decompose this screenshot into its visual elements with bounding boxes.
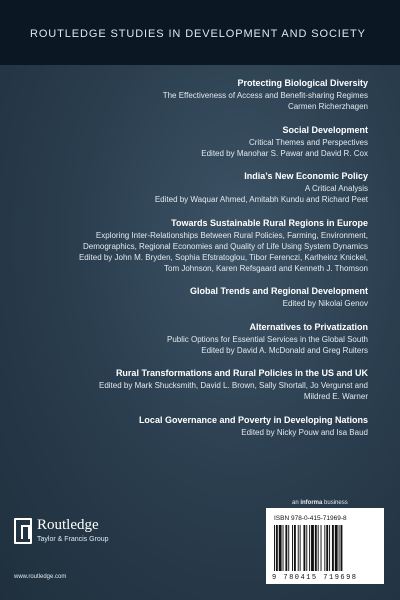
book-detail-line: The Effectiveness of Access and Benefit-sharing Regimes — [162, 91, 368, 100]
barcode-bar — [311, 525, 314, 571]
series-header-bar — [0, 0, 400, 65]
publisher-website[interactable]: www.routledge.com — [14, 574, 67, 580]
barcode-bar — [326, 525, 328, 571]
barcode-bar — [288, 525, 289, 571]
book-detail-line: Edited by Nicky Pouw and Isa Baud — [241, 427, 368, 437]
publisher-brand: Routledge — [37, 517, 99, 533]
book-detail-line: Tom Johnson, Karen Refsgaard and Kenneth J. Thomson — [164, 263, 368, 273]
barcode-panel — [266, 508, 384, 584]
informa-business-tagline: an informa business — [292, 500, 348, 506]
barcode-number: 9 780415 719698 — [272, 574, 358, 582]
book-detail-line: Edited by Mark Shucksmith, David L. Brown, Sally Shortall, Jo Vergunst and — [98, 381, 368, 390]
book-detail-line: Exploring Inter-Relationships Between Rural Policies, Farming, Environment, — [95, 230, 368, 240]
barcode-bar — [298, 525, 299, 571]
series-title: ROUTLEDGE STUDIES IN DEVELOPMENT AND SOCIETY — [30, 28, 366, 40]
book-title: Global Trends and Regional Development — [189, 286, 368, 296]
routledge-logo-icon — [14, 518, 32, 544]
barcode-bar — [300, 525, 301, 571]
barcode-bar — [306, 525, 307, 571]
book-detail-line: Edited by David A. McDonald and Greg Ruiters — [201, 345, 368, 355]
barcode-bar — [324, 525, 325, 571]
book-detail-line: Public Options for Essential Services in the Global South — [167, 334, 368, 344]
book-entry — [0, 217, 368, 274]
book-title: Alternatives to Privatization — [249, 321, 368, 332]
barcode-bar — [318, 525, 319, 571]
book-title: India’s New Economic Policy — [244, 171, 368, 181]
book-detail-line: Carmen Richerzhagen — [287, 102, 368, 111]
book-title: Local Governance and Poverty in Developing Nations — [138, 414, 368, 425]
barcode-bar — [332, 525, 334, 571]
barcode-bar — [341, 525, 343, 571]
barcode-bar — [294, 525, 296, 571]
barcode-bar — [315, 525, 317, 571]
barcode-bar — [309, 525, 310, 571]
book-title: Rural Transformations and Rural Policies in the US and UK — [115, 368, 368, 378]
book-detail-line: Edited by Manohar S. Pawar and David R. Cox — [201, 148, 368, 158]
publisher-group: Taylor & Francis Group — [37, 536, 109, 543]
book-entry — [0, 170, 368, 205]
book-list — [0, 77, 400, 449]
book-title: Towards Sustainable Rural Regions in Europe — [171, 217, 368, 228]
book-detail-line: A Critical Analysis — [304, 184, 368, 193]
book-title: Social Development — [282, 124, 368, 135]
barcode-bar — [276, 525, 278, 571]
book-entry — [0, 285, 368, 309]
book-detail-line: Edited by Waquar Ahmed, Amitabh Kundu and Richard Peet — [154, 195, 368, 204]
barcode-bar — [279, 525, 282, 571]
book-title: Protecting Biological Diversity — [237, 78, 368, 88]
isbn-label: ISBN 978-0-415-71969-8 — [274, 515, 347, 522]
book-detail-line: Critical Themes and Perspectives — [248, 137, 368, 147]
barcode-bar — [321, 525, 322, 571]
book-entry — [0, 321, 368, 356]
barcode-bar — [329, 525, 330, 571]
barcode-bar — [303, 525, 305, 571]
book-entry — [0, 77, 368, 112]
barcode-bar — [335, 525, 338, 571]
barcode-bar — [339, 525, 340, 571]
barcode-bar — [285, 525, 287, 571]
book-detail-line: Edited by John M. Bryden, Sophia Efstratoglou, Tibor Ferenczi, Karlheinz Knickel, — [78, 252, 368, 262]
book-entry — [0, 414, 368, 438]
book-detail-line: Demographics, Regional Economies and Quality of Life Using System Dynamics — [82, 241, 368, 251]
book-detail-line: Edited by Nikolai Genov — [282, 299, 368, 308]
book-entry — [0, 367, 368, 402]
book-detail-line: Mildred E. Warner — [303, 392, 368, 401]
book-entry — [0, 124, 368, 159]
barcode-bar — [292, 525, 293, 571]
barcode-bar — [283, 525, 284, 571]
barcode-bar — [274, 525, 275, 571]
barcode-icon — [274, 525, 376, 571]
